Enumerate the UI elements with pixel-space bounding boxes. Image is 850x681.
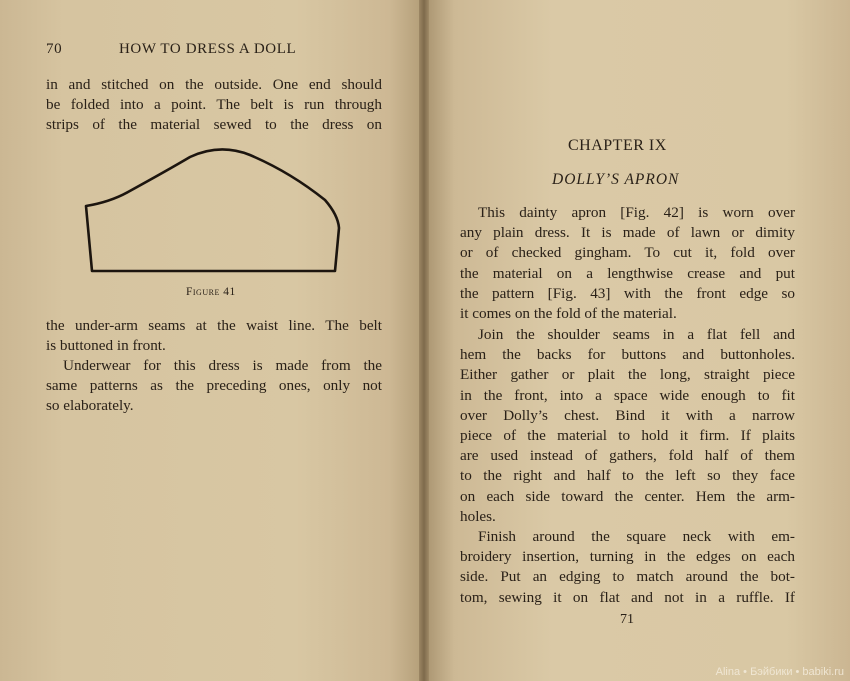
running-head-title: HOW TO DRESS A DOLL: [119, 41, 297, 57]
text-line: the material on a lengthwise crease and put: [460, 264, 795, 282]
right-paragraph-3: [460, 527, 795, 608]
text-line: to the right and half to the left so they face: [460, 467, 795, 485]
chapter-heading: CHAPTER IX: [568, 137, 667, 154]
text-line: are used instead of gathers, fold half of them: [460, 447, 795, 465]
text-line: Join the shoulder seams in a flat fell and: [478, 326, 795, 343]
text-line: the under-arm seams at the waist line. The belt: [46, 317, 382, 334]
watermark: Alina • Бэйбики • babiki.ru: [715, 666, 844, 678]
right-paragraph-2: [460, 325, 795, 527]
text-line: so elaborately.: [46, 397, 134, 415]
text-line: Either gather or plait the long, straight piece: [460, 366, 795, 384]
text-line: or of checked gingham. To cut it, fold over: [460, 244, 795, 262]
left-paragraph-2: [46, 316, 382, 356]
figure-41-pattern-drawing: [80, 140, 350, 280]
text-line: This dainty apron [Fig. 42] is worn over: [478, 204, 795, 221]
text-line: holes.: [460, 507, 496, 525]
chapter-title: DOLLY’S APRON: [552, 171, 680, 188]
text-line: in and stitched on the outside. One end should: [46, 76, 382, 93]
text-line: Underwear for this dress is made from the: [63, 357, 382, 374]
text-line: in the front, into a space wide enough to fit: [460, 386, 795, 404]
text-line: on each side toward the center. Hem the arm-: [460, 487, 795, 505]
text-line: piece of the material to hold it firm. If plaits: [460, 427, 795, 445]
right-paragraph-1: [460, 203, 795, 324]
text-line: any plain dress. It is made of lawn or dimity: [460, 224, 795, 242]
book-gutter: [419, 0, 429, 681]
figure-caption: Figure 41: [186, 286, 236, 298]
left-paragraph-1: [46, 75, 382, 136]
text-line: is buttoned in front.: [46, 337, 166, 355]
text-line: Finish around the square neck with em-: [478, 528, 795, 545]
text-line: over Dolly’s chest. Bind it with a narrow: [460, 406, 795, 424]
text-line: it comes on the fold of the material.: [460, 305, 677, 323]
text-line: be folded into a point. The belt is run through: [46, 96, 382, 114]
pattern-outline: [86, 149, 339, 271]
text-line: the pattern [Fig. 43] with the front edge so: [460, 284, 795, 302]
left-paragraph-3: [46, 356, 382, 417]
text-line: same patterns as the preceding ones, only not: [46, 377, 382, 395]
text-line: tom, sewing it on flat and not in a ruffle. If: [460, 588, 795, 606]
text-line: broidery insertion, turning in the edges on each: [460, 548, 795, 566]
text-line: hem the backs for buttons and buttonholes.: [460, 346, 795, 364]
text-line: side. Put an edging to match around the bot-: [460, 568, 795, 586]
text-line: strips of the material sewed to the dress on: [46, 116, 382, 134]
right-page-number: 71: [620, 612, 634, 627]
left-page-number: 70: [46, 41, 63, 57]
